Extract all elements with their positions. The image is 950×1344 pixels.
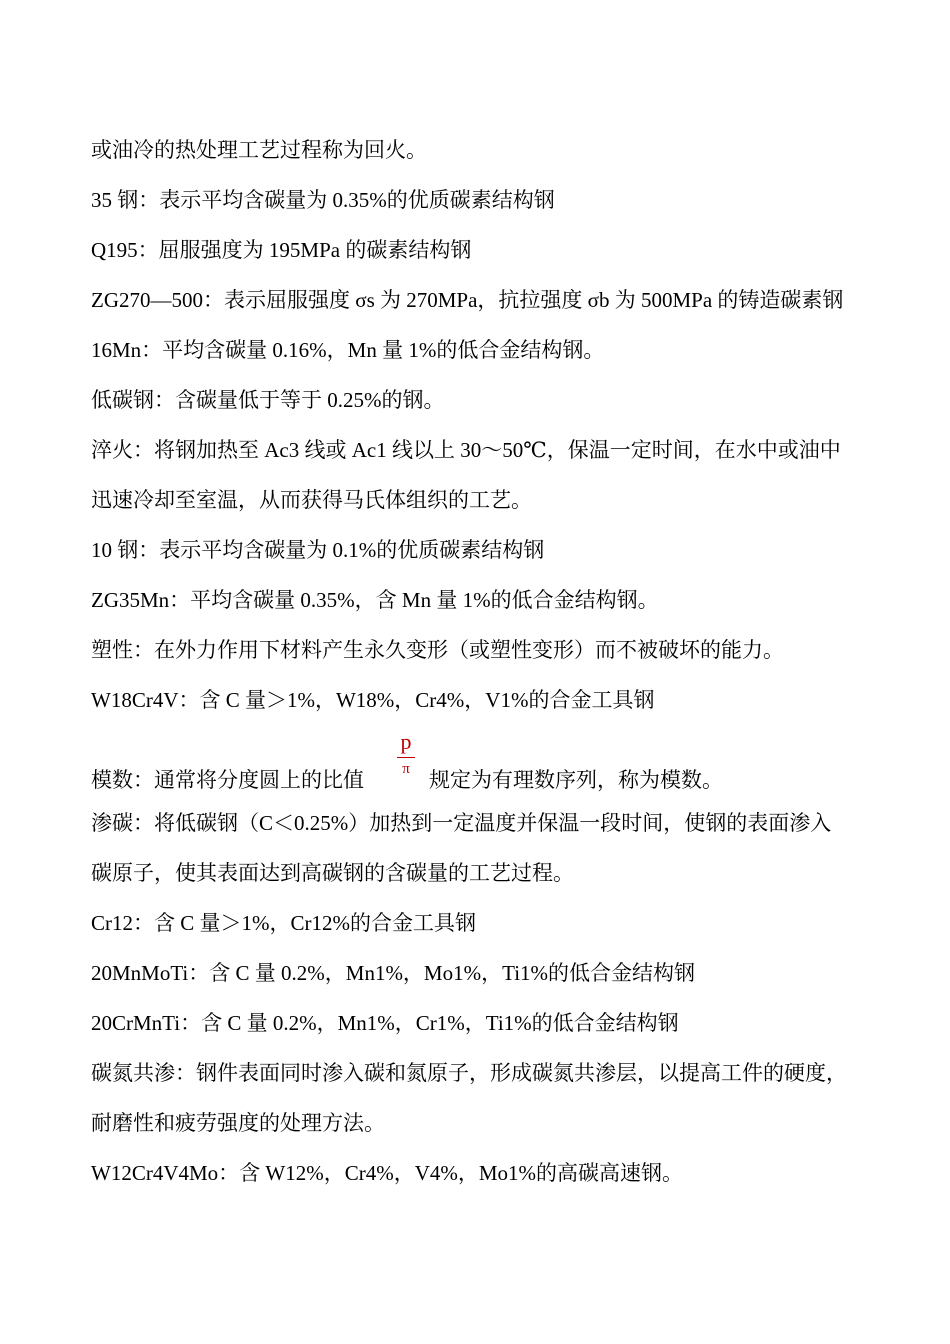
fraction-bar <box>397 757 415 758</box>
text-line: ZG270—500：表示屈服强度 σs 为 270MPa，抗拉强度 σb 为 500MPa 的铸造碳素钢 <box>91 288 844 312</box>
text-line: 20MnMoTi：含 C 量 0.2%，Mn1%，Mo1%，Ti1%的低合金结构钢 <box>91 961 696 985</box>
text-line: 低碳钢：含碳量低于等于 0.25%的钢。 <box>91 388 445 412</box>
text-line: 迅速冷却至室温，从而获得马氏体组织的工艺。 <box>91 488 532 512</box>
text-line: 碳氮共渗：钢件表面同时渗入碳和氮原子，形成碳氮共渗层，以提高工件的硬度， <box>91 1061 847 1085</box>
fraction-denominator: π <box>402 761 410 777</box>
fraction-numerator: p <box>400 729 412 754</box>
text-line: 塑性：在外力作用下材料产生永久变形（或塑性变形）而不被破坏的能力。 <box>91 638 784 662</box>
text-line: 16Mn：平均含碳量 0.16%，Mn 量 1%的低合金结构钢。 <box>91 338 605 362</box>
modulus-text-before: 模数：通常将分度圆上的比值 <box>91 768 364 792</box>
text-line: Q195：屈服强度为 195MPa 的碳素结构钢 <box>91 238 472 262</box>
text-line: 20CrMnTi：含 C 量 0.2%，Mn1%，Cr1%，Ti1%的低合金结构钢 <box>91 1011 679 1035</box>
text-line: ZG35Mn：平均含碳量 0.35%，含 Mn 量 1%的低合金结构钢。 <box>91 588 659 612</box>
text-line: W18Cr4V：含 C 量＞1%，W18%，Cr4%，V1%的合金工具钢 <box>91 688 655 712</box>
text-line: 渗碳：将低碳钢（C＜0.25%）加热到一定温度并保温一段时间，使钢的表面渗入 <box>91 811 832 835</box>
text-line: 35 钢：表示平均含碳量为 0.35%的优质碳素结构钢 <box>91 188 555 212</box>
text-line: 碳原子，使其表面达到高碳钢的含碳量的工艺过程。 <box>91 861 574 885</box>
text-line: 或油冷的热处理工艺过程称为回火。 <box>91 138 427 162</box>
text-line: W12Cr4V4Mo：含 W12%，Cr4%，V4%，Mo1%的高碳高速钢。 <box>91 1161 684 1185</box>
text-line: 淬火：将钢加热至 Ac3 线或 Ac1 线以上 30～50℃，保温一定时间，在水中或油中 <box>91 438 841 462</box>
text-line: Cr12：含 C 量＞1%，Cr12%的合金工具钢 <box>91 911 476 935</box>
modulus-text-after: 规定为有理数序列，称为模数。 <box>429 768 723 792</box>
text-line: 耐磨性和疲劳强度的处理方法。 <box>91 1111 385 1135</box>
text-line: 10 钢：表示平均含碳量为 0.1%的优质碳素结构钢 <box>91 538 545 562</box>
